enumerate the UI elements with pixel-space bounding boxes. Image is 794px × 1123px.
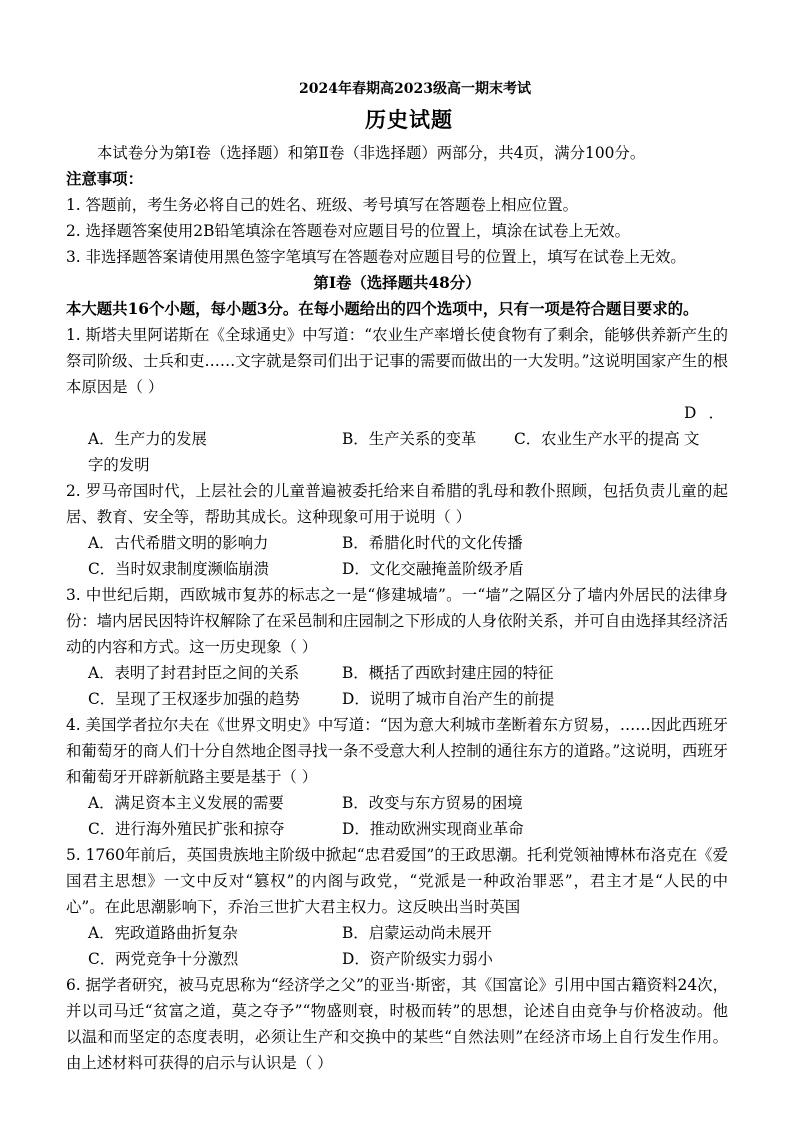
question-3 bbox=[66, 582, 728, 712]
question-stem: 4. 美国学者拉尔夫在《世界文明史》中写道：“因为意大利城市垄断着东方贸易，……因此西班牙和葡萄牙的商人们十分自然地企图寻找一条不受意大利人控制的通往东方的道路。”这说明，西班牙和葡萄牙开辟新航路主要是基于（ ） bbox=[66, 716, 728, 786]
subject-title: 历史试题 bbox=[365, 107, 453, 132]
option-b: B．改变与东方贸易的困境 bbox=[342, 794, 523, 812]
notice-heading: 注意事项： bbox=[66, 170, 143, 188]
option-b: B．生产关系的变革 bbox=[342, 430, 477, 448]
section-title: 第Ⅰ卷（选择题共48分） bbox=[313, 274, 481, 292]
question-5 bbox=[66, 842, 728, 972]
exam-header-line: 2024年春期高2023级高一期末考试 bbox=[299, 81, 531, 97]
question-stem: 2. 罗马帝国时代，上层社会的儿童普遍被委托给来自希腊的乳母和教仆照顾，包括负责儿童的起居、教育、安全等，帮助其成长。这种现象可用于说明（ ） bbox=[66, 482, 728, 526]
question-1 bbox=[66, 322, 728, 478]
option-a: A．表明了封君封臣之间的关系 bbox=[88, 664, 300, 682]
option-b: B．启蒙运动尚未展开 bbox=[342, 924, 492, 942]
question-options bbox=[66, 530, 728, 582]
option-a: A．古代希腊文明的影响力 bbox=[88, 534, 269, 552]
option-d: D．资产阶级实力弱小 bbox=[342, 950, 493, 968]
option-c: C．两党竞争十分激烈 bbox=[88, 950, 239, 968]
question-stem: 1. 斯塔夫里阿诺斯在《全球通史》中写道：“农业生产率增长使食物有了剩余，能够供养新产生的祭司阶级、士兵和吏……文字就是祭司们出于记事的需要而做出的一大发明。”这说明国家产生的根本原因是（ ） bbox=[66, 326, 728, 396]
option-d: D．文 bbox=[684, 404, 724, 448]
question-stem: 3. 中世纪后期，西欧城市复苏的标志之一是“修建城墙”。一“墙”之隔区分了墙内外居民的法律身份：墙内居民因特许权解除了在采邑制和庄园制之下形成的人身依附关系，并可自由选择其经济活动的内容和方式。这一历史现象（ ） bbox=[66, 586, 728, 656]
option-c: C．当时奴隶制度濒临崩溃 bbox=[88, 560, 270, 578]
question-4 bbox=[66, 712, 728, 842]
option-a: A．宪政道路曲折复杂 bbox=[88, 924, 238, 942]
option-d-continued: 字的发明 bbox=[88, 456, 150, 474]
option-b: B．希腊化时代的文化传播 bbox=[342, 534, 523, 552]
option-a: A．满足资本主义发展的需要 bbox=[88, 794, 284, 812]
option-a: A．生产力的发展 bbox=[88, 430, 207, 448]
question-stem: 5. 1760年前后，英国贵族地主阶级中掀起“忠君爱国”的王政思潮。托利党领袖博林布洛克在《爱国君主思想》一文中反对“篡权”的内阁与政党，“党派是一种政治罪恶”，君主才是“人民的中心”。在此思潮影响下，乔治三世扩大君主权力。这反映出当时英国 bbox=[66, 846, 728, 916]
section-instruction: 本大题共16个小题，每小题3分。在每小题给出的四个选项中，只有一项是符合题目要求的。 bbox=[66, 300, 699, 318]
question-stem: 6. 据学者研究，被马克思称为“经济学之父”的亚当·斯密，其《国富论》引用中国古籍资料24次，并以司马迁“贫富之道，莫之夺予”“物盛则衰，时极而转”的思想，论述自由竞争与价格波动。他以温和而坚定的态度表明，必须让生产和交换中的某些“自然法则”在经济市场上自行发生作用。由上述材料可获得的启示与认识是（ ） bbox=[66, 976, 728, 1072]
option-c: C．农业生产水平的提高 bbox=[514, 430, 680, 448]
question-options bbox=[66, 790, 728, 842]
question-options bbox=[66, 400, 728, 452]
question-options bbox=[66, 920, 728, 972]
question-2 bbox=[66, 478, 728, 582]
option-d: D．说明了城市自治产生的前提 bbox=[342, 690, 555, 708]
option-d: D．推动欧洲实现商业革命 bbox=[342, 820, 524, 838]
question-6 bbox=[66, 972, 728, 1076]
option-b: B．概括了西欧封建庄园的特征 bbox=[342, 664, 554, 682]
notice-item: 2. 选择题答案使用2B铅笔填涂在答题卷对应题目号的位置上，填涂在试卷上无效。 bbox=[66, 222, 630, 240]
option-c: C．进行海外殖民扩张和掠夺 bbox=[88, 820, 285, 838]
option-d: D．文化交融掩盖阶级矛盾 bbox=[342, 560, 524, 578]
exam-intro: 本试卷分为第Ⅰ卷（选择题）和第Ⅱ卷（非选择题）两部分，共4页，满分100分。 bbox=[97, 144, 646, 162]
option-c: C．呈现了王权逐步加强的趋势 bbox=[88, 690, 300, 708]
notice-item: 3. 非选择题答案请使用黑色签字笔填写在答题卷对应题目号的位置上，填写在试卷上无效。 bbox=[66, 248, 686, 266]
exam-page bbox=[66, 78, 728, 1076]
notice-item: 1. 答题前，考生务必将自己的姓名、班级、考号填写在答题卷上相应位置。 bbox=[66, 196, 579, 214]
question-options bbox=[66, 660, 728, 712]
